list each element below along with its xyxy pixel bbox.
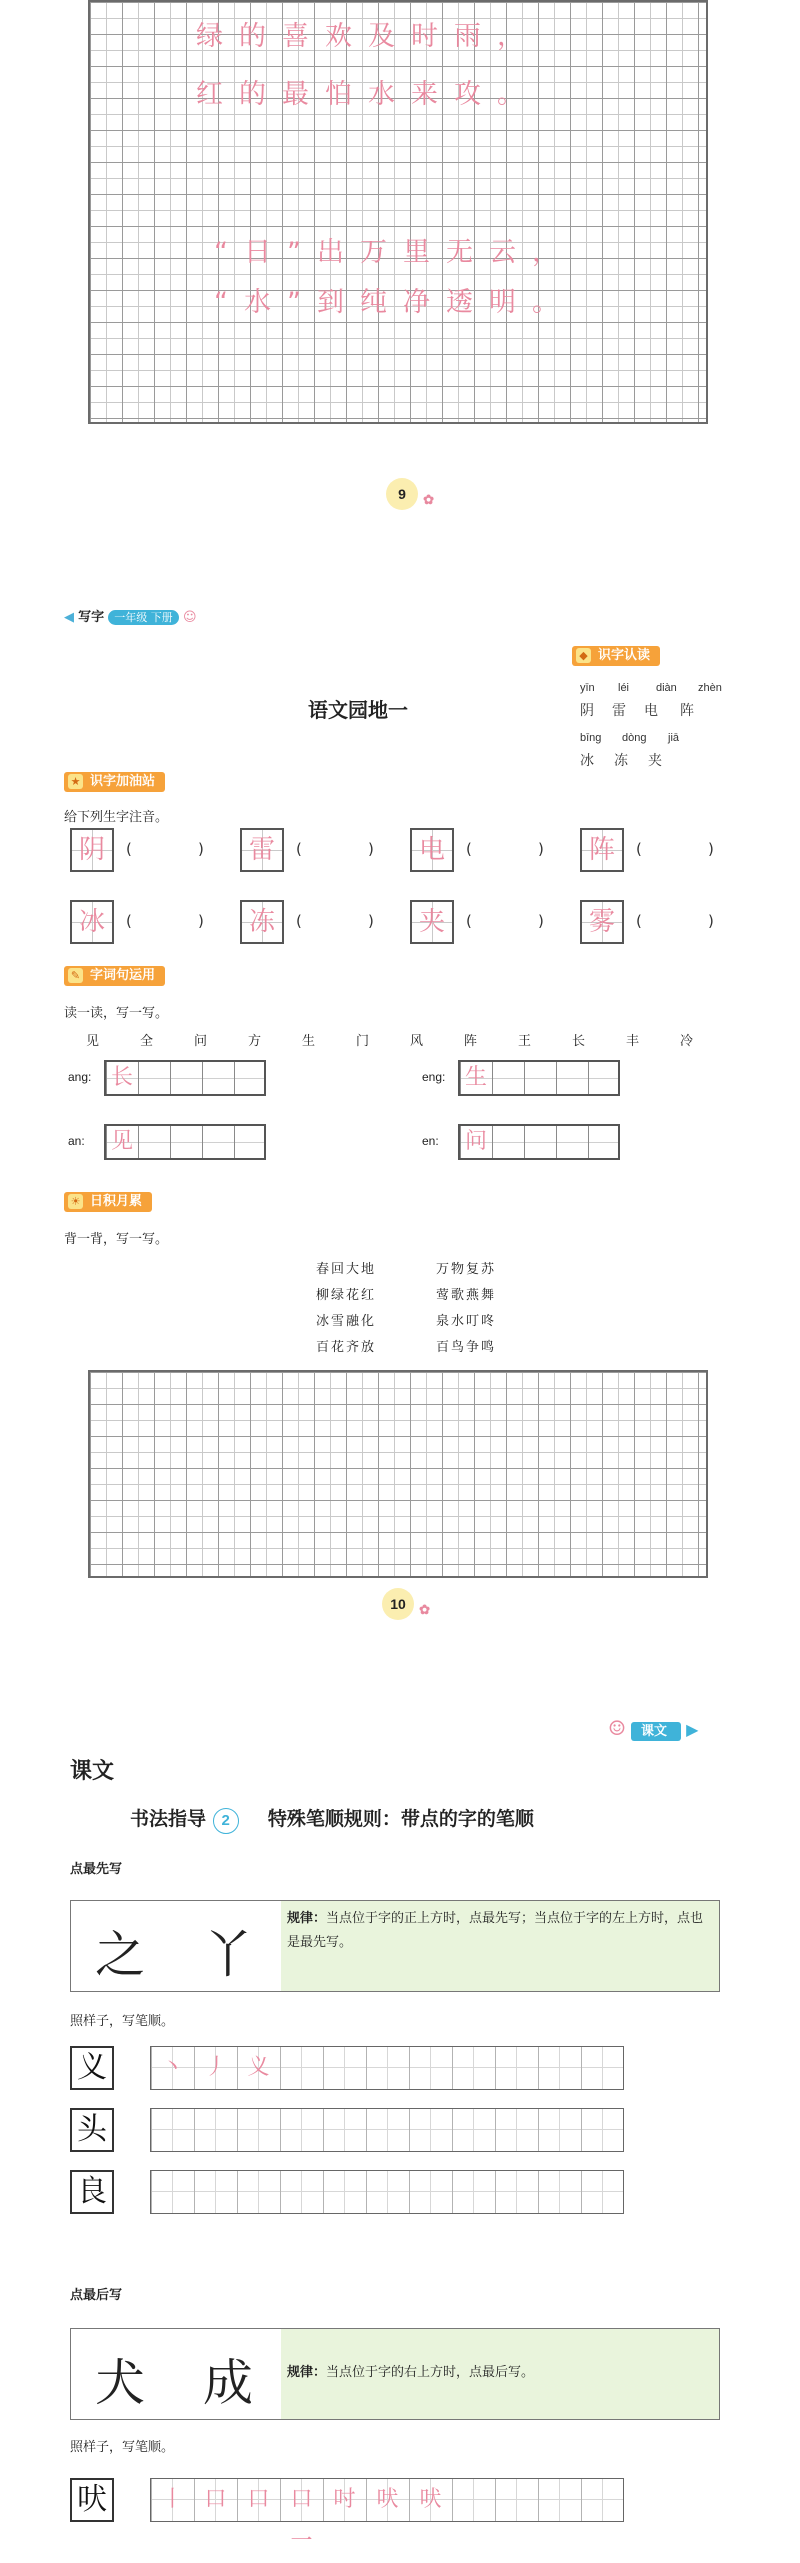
example-char-4: 成 [203, 2354, 253, 2412]
rhyme-write-row [458, 1060, 620, 1096]
poem-line-4: “水”到纯净透明。 [214, 287, 575, 318]
word-bank-char: 见 [86, 1034, 100, 1049]
paren-open: ( [296, 912, 302, 930]
word-bank-char: 丰 [626, 1034, 640, 1049]
pinyin-char-box: 阵 [580, 828, 624, 872]
paren-close: ) [538, 840, 544, 858]
paren-open: ( [636, 840, 642, 858]
lesson-corner-tag: ☺ 课文 ▶ [608, 1716, 699, 1740]
book-icon: ◆ [576, 648, 591, 663]
pinyin-char-box: 冰 [70, 900, 114, 944]
rhyme-write-row [104, 1060, 266, 1096]
idiom-left: 冰雪融化 [316, 1314, 377, 1329]
paren-open: ( [466, 840, 472, 858]
stroke-step: 口 [204, 2487, 227, 2512]
word-bank-char: 阵 [464, 1034, 478, 1049]
pinyin-char-box: 冻 [240, 900, 284, 944]
stroke-step: 吠 [376, 2487, 399, 2512]
poem-line-1: 绿的喜欢及时雨， [196, 21, 540, 52]
word-bank-char: 冷 [680, 1034, 694, 1049]
page-title: 语文园地一 [308, 698, 408, 722]
star-icon: ★ [68, 774, 83, 789]
rhyme-label: en: [422, 1134, 439, 1148]
pinyin-char-box: 雷 [240, 828, 284, 872]
word-bank-char: 长 [572, 1034, 586, 1049]
butterfly-icon: ✿ [419, 1602, 430, 1617]
practice-char: 头 [70, 2108, 114, 2152]
stroke-step: 丿 [204, 2055, 227, 2080]
butterfly-icon: ✿ [423, 492, 434, 507]
paren-open: ( [126, 912, 132, 930]
paren-close: ) [368, 912, 374, 930]
corner-pinyin-row-1: yīn léi diàn zhèn [580, 682, 722, 694]
word-bank-char: 方 [248, 1034, 262, 1049]
instruction-pinyin: 给下列生字注音。 [64, 810, 169, 825]
rule-box-2: 犬 成 规律：当点位于字的右上方时，点最后写。 [70, 2328, 720, 2420]
word-bank-char: 王 [518, 1034, 532, 1049]
sub-heading-dot-first: 点最先写 [70, 1862, 123, 1877]
corner-hanzi-row-2: 冰 冻 夹 [580, 753, 668, 769]
pinyin-char-box: 雾 [580, 900, 624, 944]
word-bank-char: 风 [410, 1034, 424, 1049]
example-char-1: 之 [95, 1926, 145, 1984]
idiom-right: 泉水叮咚 [436, 1314, 497, 1329]
rhyme-char: 生 [464, 1065, 487, 1090]
section-tag-words: ✎ 字词句运用 [64, 966, 165, 986]
paren-open: ( [296, 840, 302, 858]
practice-grid-top [88, 0, 708, 424]
pinyin-char-box: 夹 [410, 900, 454, 944]
paren-close: ) [198, 840, 204, 858]
page-number-10: 10 ✿ [382, 1588, 414, 1620]
rhyme-label: an: [68, 1134, 85, 1148]
paren-close: ) [708, 840, 714, 858]
stroke-strip [150, 2478, 624, 2554]
idiom-right: 莺歌燕舞 [436, 1288, 497, 1303]
idiom-left: 春回大地 [316, 1262, 377, 1277]
corner-hanzi-row-1: 阴 雷 电 阵 [580, 703, 700, 719]
title-number-badge: 2 [213, 1808, 239, 1834]
idiom-left: 柳绿花红 [316, 1288, 377, 1303]
idiom-right: 万物复苏 [436, 1262, 497, 1277]
section-tag-accumulate: ☀ 日积月累 [64, 1192, 152, 1212]
rule-box-1: 之 丫 规律：当点位于字的正上方时，点最先写；当点位于字的左上方时，点也是最先写。 [70, 1900, 720, 1992]
rhyme-char: 见 [110, 1129, 133, 1154]
instruction-read-write: 读一读，写一写。 [64, 1006, 169, 1021]
rhyme-write-row [458, 1124, 620, 1160]
stroke-step: 口一 [290, 2487, 313, 2554]
lesson-heading: 课文 [70, 1759, 115, 1784]
stroke-step: 丶 [161, 2055, 184, 2080]
arrow-icon: ▶ [686, 1720, 699, 1739]
practice-char: 良 [70, 2170, 114, 2214]
word-bank-char: 门 [356, 1034, 370, 1049]
rhyme-label: eng: [422, 1070, 446, 1084]
paren-close: ) [368, 840, 374, 858]
stroke-step: 吠 [419, 2487, 442, 2512]
rhyme-label: ang: [68, 1070, 92, 1084]
stroke-step: 口 [247, 2487, 270, 2512]
paren-close: ) [708, 912, 714, 930]
word-bank-char: 全 [140, 1034, 154, 1049]
stroke-strip [150, 2046, 624, 2090]
sun-icon: ☀ [68, 1194, 83, 1209]
word-bank-char: 问 [194, 1034, 208, 1049]
section-tag-recognize: ◆ 识字认读 [572, 646, 660, 666]
example-char-3: 犬 [95, 2354, 145, 2412]
stroke-strip [150, 2170, 624, 2214]
poem-line-2: 红的最怕水来攻。 [196, 79, 540, 110]
pinyin-char-box: 阴 [70, 828, 114, 872]
grade-badge: 一年级 下册 [108, 610, 179, 625]
section-tag-literacy: ★ 识字加油站 [64, 772, 165, 792]
stroke-step: 丨 [161, 2487, 184, 2512]
page-number: 9 ✿ [386, 478, 418, 510]
poem-line-3: “日”出万里无云， [214, 237, 575, 268]
idiom-left: 百花齐放 [316, 1340, 377, 1355]
stroke-strip [150, 2108, 624, 2152]
instruction-recite: 背一背，写一写。 [64, 1232, 169, 1247]
rhyme-write-row [104, 1124, 266, 1160]
rhyme-char: 问 [464, 1129, 487, 1154]
paren-close: ) [198, 912, 204, 930]
word-bank-char: 生 [302, 1034, 316, 1049]
stroke-step: 吋 [333, 2487, 356, 2512]
example-char-2: 丫 [203, 1926, 253, 1984]
pencil-icon: ✎ [68, 968, 83, 983]
instruction-stroke-1: 照样子，写笔顺。 [70, 2014, 175, 2029]
pinyin-char-box: 电 [410, 828, 454, 872]
speaker-icon: ◀ [64, 610, 74, 625]
kid-icon: ☺ [608, 1716, 626, 1740]
paren-close: ) [538, 912, 544, 930]
practice-char: 吠 [70, 2478, 114, 2522]
kid-icon: ☺ [182, 610, 197, 625]
paren-open: ( [466, 912, 472, 930]
practice-grid-idioms [88, 1370, 708, 1578]
lesson-title: 书法指导 2 特殊笔顺规则：带点的字的笔顺 [130, 1804, 534, 1834]
stroke-step: 义 [247, 2055, 270, 2080]
rhyme-char: 长 [110, 1065, 133, 1090]
instruction-stroke-2: 照样子，写笔顺。 [70, 2440, 175, 2455]
sub-heading-dot-last: 点最后写 [70, 2288, 123, 2303]
page-header: ◀ 写字 一年级 下册 ☺ [64, 610, 197, 625]
practice-char: 义 [70, 2046, 114, 2090]
paren-open: ( [126, 840, 132, 858]
corner-pinyin-row-2: bīng dòng jiā [580, 732, 680, 744]
paren-open: ( [636, 912, 642, 930]
idiom-right: 百鸟争鸣 [436, 1340, 497, 1355]
